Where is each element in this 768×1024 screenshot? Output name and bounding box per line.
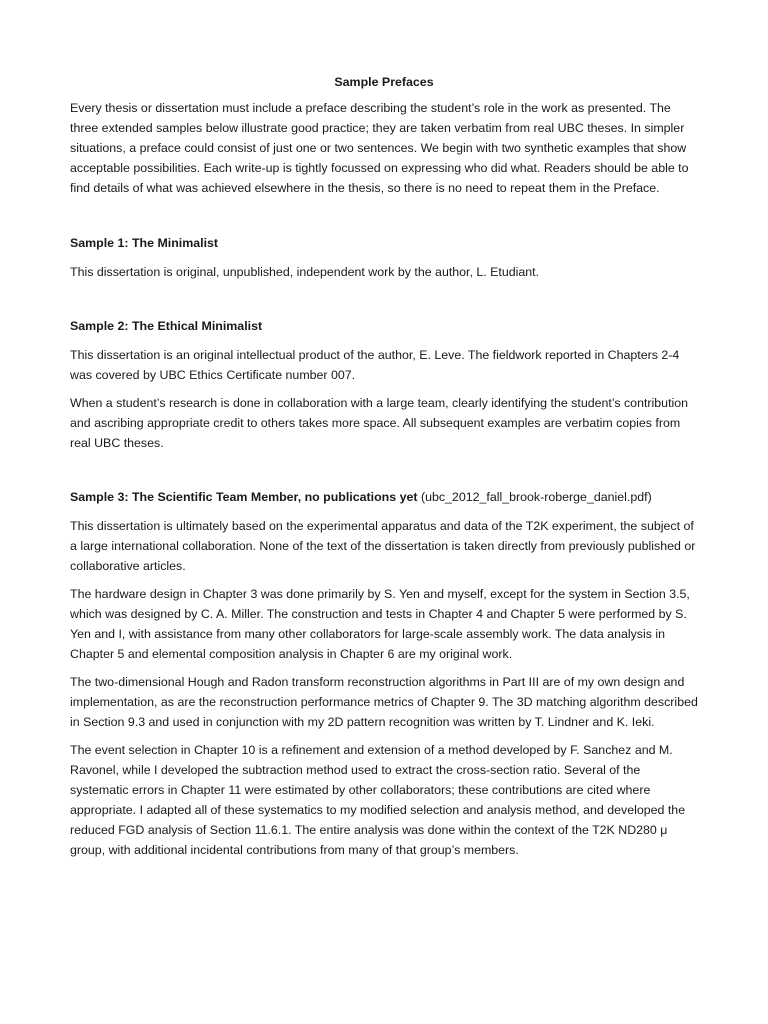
sample-2-text: This dissertation is an original intellectual product of the author, E. Leve. The fieldwork reported in Chapters 2-4 was covered by UBC Ethics Certificate number 007. [70,348,680,382]
intro-paragraph: Every thesis or dissertation must include a preface describing the student’s role in the work as presented. The three extended samples below illustrate good practice; they are taken verbatim from real UBC theses. In simpler situations, a preface could consist of just one or two sentences. We begin with two synthetic examples that show acceptable possibilities. Each write-up is tightly focussed on expressing who did what. Readers should be able to find details of what was achieved elsewhere in the thesis, so there is no need to repeat them in the Preface. [70,101,689,195]
sample-3-heading [70,487,698,507]
document-title: Sample Prefaces [334,75,434,89]
sample-3-paragraph-3: The two-dimensional Hough and Radon transform reconstruction algorithms in Part III are of my own design and implementation, as are the reconstruction performance metrics of Chapter 9. The 3D matching algorithm described in Section 9.3 and used in conjunction with my 2D pattern recognition was written by T. Lindner and K. Ieki. [70,675,698,729]
sample-1-heading: Sample 1: The Minimalist [70,236,219,250]
sample-1-text: This dissertation is original, unpublished, independent work by the author, L. Etudiant. [70,265,540,279]
sample-3-heading-text: Sample 3: The Scientific Team Member, no publications yet [70,490,418,504]
sample-3-paragraph-1: This dissertation is ultimately based on the experimental apparatus and data of the T2K experiment, the subject of a large international collaboration. None of the text of the dissertation is taken directly from previously published or collaborative articles. [70,519,696,573]
sample-3-filename: (ubc_2012_fall_brook-roberge_daniel.pdf) [420,490,652,504]
sample-3-paragraph-4: The event selection in Chapter 10 is a refinement and extension of a method developed by F. Sanchez and M. Ravonel, while I developed the subtraction method used to extract the cross-section ratio. Several of the systematic errors in Chapter 11 were estimated by other collaborators; these contributions are cited where appropriate. I adapted all of these systematics to my modified selection and analysis method, and developed the reduced FGD analysis of Section 11.6.1. The entire analysis was done within the context of the T2K ND280 μ group, with additional incidental contributions from many of that group’s members. [70,743,686,857]
sample-2-heading: Sample 2: The Ethical Minimalist [70,319,263,333]
sample-3-paragraph-2: The hardware design in Chapter 3 was done primarily by S. Yen and myself, except for the system in Section 3.5, which was designed by C. A. Miller. The construction and tests in Chapter 4 and Chapter 5 were performed by S. Yen and I, with assistance from many other collaborators for large-scale assembly work. The data analysis in Chapter 5 and elemental composition analysis in Chapter 6 are my original work. [70,587,690,661]
sample-2-note: When a student’s research is done in collaboration with a large team, clearly identifying the student’s contribution and ascribing appropriate credit to others takes more space. All subsequent examples are verbatim copies from real UBC theses. [70,396,689,450]
